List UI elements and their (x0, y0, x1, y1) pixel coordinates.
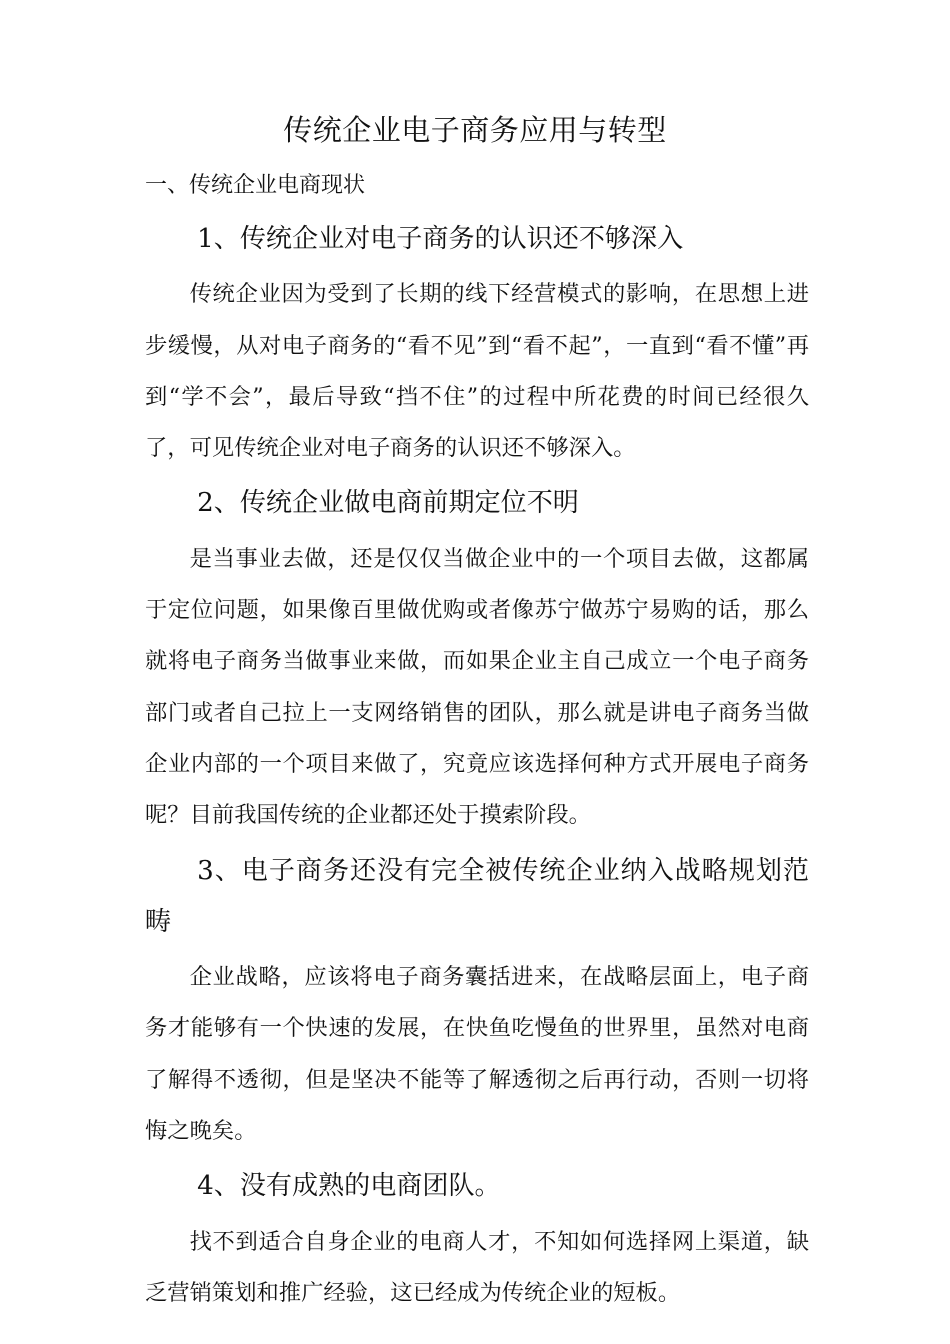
paragraph-4: 找不到适合自身企业的电商人才，不知如何选择网上渠道，缺乏营销策划和推广经验，这已经成为传统企业的短板。 (145, 1228, 809, 1306)
document-title: 传统企业电子商务应用与转型 (283, 113, 667, 147)
subheading-1: 1、传统企业对电子商务的认识还不够深入 (197, 224, 684, 254)
section-heading: 一、传统企业电商现状 (145, 173, 366, 198)
subheading-2: 2、传统企业做电商前期定位不明 (197, 488, 579, 519)
paragraph-1: 传统企业因为受到了长期的线下经营模式的影响，在思想上进步缓慢，从对电子商务的“看不见”到“看不起”，一直到“看不懂”再到“学不会”，最后导致“挡不住”的过程中所花费的时间已经很久了，可见传统企业对电子商务的认识还不够深入。 (145, 281, 809, 462)
paragraph-2: 是当事业去做，还是仅仅当做企业中的一个项目去做，这都属于定位问题，如果像百里做优购或者像苏宁做苏宁易购的话，那么就将电子商务当做事业来做，而如果企业主自己成立一个电子商务部门或者自己拉上一支网络销售的团队，那么就是讲电子商务当做企业内部的一个项目来做了，究竟应该选择何种方式开展电子商务呢？目前我国传统的企业都还处于摸索阶段。 (145, 545, 809, 829)
subheading-3: 3、电子商务还没有完全被传统企业纳入战略规划范畴 (145, 855, 809, 937)
subheading-4: 4、没有成熟的电商团队。 (197, 1171, 501, 1202)
paragraph-3: 企业战略，应该将电子商务囊括进来，在战略层面上，电子商务才能够有一个快速的发展，在快鱼吃慢鱼的世界里，虽然对电商了解得不透彻，但是坚决不能等了解透彻之后再行动，否则一切将悔之晚矣。 (145, 964, 809, 1145)
document-body (145, 214, 809, 1319)
